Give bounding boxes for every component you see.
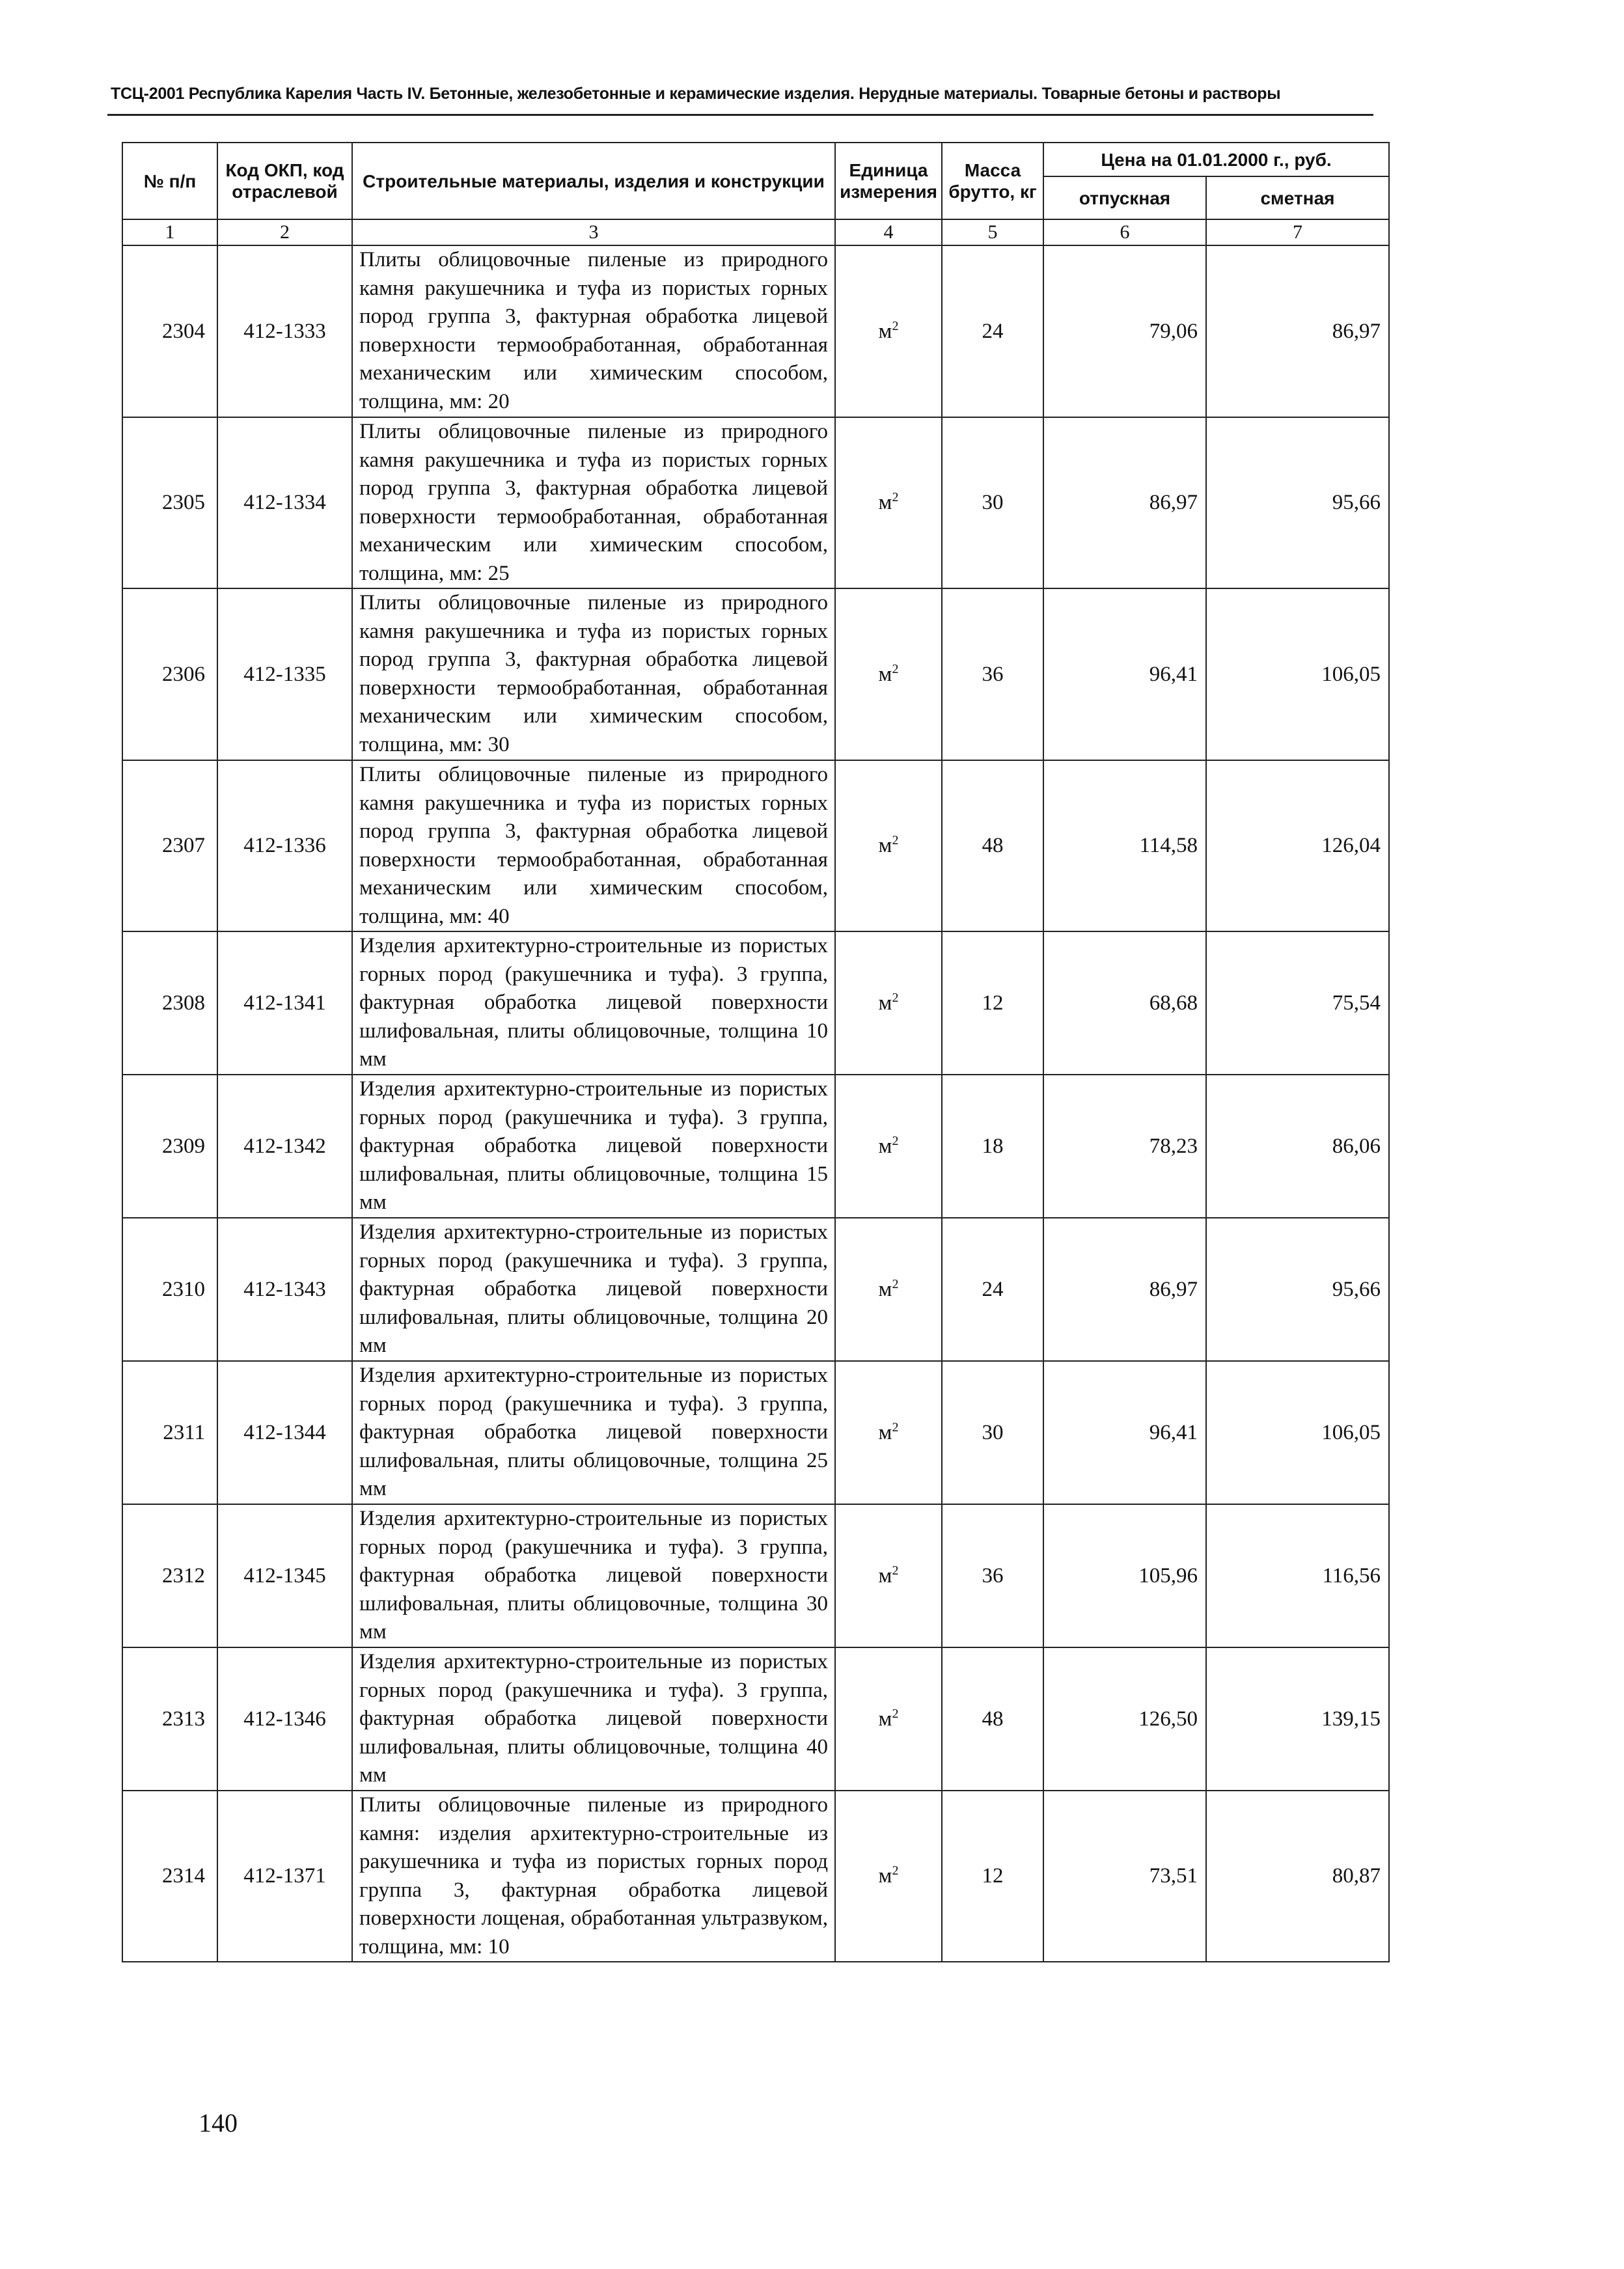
col-number: 2	[217, 219, 352, 245]
unit-base: м	[878, 319, 892, 343]
unit-base: м	[878, 991, 892, 1015]
table-row	[122, 931, 1389, 1075]
unit-cell	[835, 1504, 942, 1647]
table-row	[122, 417, 1389, 588]
okp-code: 412-1334	[217, 417, 352, 588]
price-release: 96,41	[1043, 1361, 1206, 1504]
col-number: 5	[942, 219, 1043, 245]
material-description: Изделия архитектурно-строительные из пористых горных пород (ракушечника и туфа). 3 группа, фактурная обработка лицевой поверхности шлифовальная, плиты облицовочные, толщина 40 мм	[352, 1647, 835, 1791]
price-estimate: 106,05	[1206, 588, 1389, 760]
header-release: отпускная	[1043, 176, 1206, 219]
okp-code: 412-1345	[217, 1504, 352, 1647]
material-description: Плиты облицовочные пиленые из природного камня ракушечника и туфа из пористых горных пород группа 3, фактурная обработка лицевой поверхности термообработанная, обработанная механическим или химическим способом, толщина, мм: 20	[352, 245, 835, 417]
unit-exponent: 2	[892, 1133, 899, 1148]
gross-mass: 24	[942, 245, 1043, 417]
unit-cell	[835, 1791, 942, 1962]
row-number: 2304	[122, 245, 217, 417]
unit-base: м	[878, 662, 892, 686]
row-number: 2311	[122, 1361, 217, 1504]
unit-cell	[835, 760, 942, 931]
price-release: 68,68	[1043, 931, 1206, 1075]
price-table	[122, 142, 1390, 1962]
row-number: 2314	[122, 1791, 217, 1962]
table-row	[122, 245, 1389, 417]
gross-mass: 36	[942, 588, 1043, 760]
gross-mass: 48	[942, 1647, 1043, 1791]
okp-code: 412-1335	[217, 588, 352, 760]
material-description: Плиты облицовочные пиленые из природного камня: изделия архитектурно-строительные из ракушечника и туфа из пористых горных пород группа 3, фактурная обработка лицевой поверхности лощеная, обработанная ультразвуком, толщина, мм: 10	[352, 1791, 835, 1962]
unit-exponent: 2	[892, 661, 899, 676]
price-estimate: 80,87	[1206, 1791, 1389, 1962]
unit-exponent: 2	[892, 990, 899, 1005]
unit-exponent: 2	[892, 1706, 899, 1721]
unit-exponent: 2	[892, 1276, 899, 1291]
material-description: Изделия архитектурно-строительные из пористых горных пород (ракушечника и туфа). 3 группа, фактурная обработка лицевой поверхности шлифовальная, плиты облицовочные, толщина 30 мм	[352, 1504, 835, 1647]
unit-cell	[835, 1218, 942, 1361]
row-number: 2305	[122, 417, 217, 588]
page-header: ТСЦ-2001 Республика Карелия Часть IV. Бетонные, железобетонные и керамические изделия. Нерудные материалы. Товарные бетоны и растворы	[111, 85, 1281, 103]
material-description: Изделия архитектурно-строительные из пористых горных пород (ракушечника и туфа). 3 группа, фактурная обработка лицевой поверхности шлифовальная, плиты облицовочные, толщина 10 мм	[352, 931, 835, 1075]
unit-exponent: 2	[892, 318, 899, 333]
gross-mass: 18	[942, 1075, 1043, 1218]
unit-base: м	[878, 1864, 892, 1888]
material-description: Изделия архитектурно-строительные из пористых горных пород (ракушечника и туфа). 3 группа, фактурная обработка лицевой поверхности шлифовальная, плиты облицовочные, толщина 15 мм	[352, 1075, 835, 1218]
okp-code: 412-1342	[217, 1075, 352, 1218]
unit-exponent: 2	[892, 1863, 899, 1878]
unit-cell	[835, 245, 942, 417]
unit-base: м	[878, 834, 892, 857]
row-number: 2310	[122, 1218, 217, 1361]
table-row	[122, 760, 1389, 931]
row-number: 2306	[122, 588, 217, 760]
material-description: Плиты облицовочные пиленые из природного камня ракушечника и туфа из пористых горных пород группа 3, фактурная обработка лицевой поверхности термообработанная, обработанная механическим или химическим способом, толщина, мм: 25	[352, 417, 835, 588]
column-number-row	[122, 219, 1389, 245]
price-release: 73,51	[1043, 1791, 1206, 1962]
unit-base: м	[878, 1707, 892, 1731]
header-mass: Масса брутто, кг	[942, 143, 1043, 219]
header-estimate: сметная	[1206, 176, 1389, 219]
table-row	[122, 1075, 1389, 1218]
gross-mass: 48	[942, 760, 1043, 931]
okp-code: 412-1336	[217, 760, 352, 931]
unit-cell	[835, 1361, 942, 1504]
unit-base: м	[878, 1563, 892, 1588]
unit-cell	[835, 588, 942, 760]
price-estimate: 75,54	[1206, 931, 1389, 1075]
price-release: 78,23	[1043, 1075, 1206, 1218]
unit-base: м	[878, 491, 892, 514]
row-number: 2313	[122, 1647, 217, 1791]
table-row	[122, 1791, 1389, 1962]
price-release: 105,96	[1043, 1504, 1206, 1647]
unit-cell	[835, 931, 942, 1075]
unit-base: м	[878, 1420, 892, 1444]
header-materials: Строительные материалы, изделия и конструкции	[352, 143, 835, 219]
row-number: 2309	[122, 1075, 217, 1218]
material-description: Изделия архитектурно-строительные из пористых горных пород (ракушечника и туфа). 3 группа, фактурная обработка лицевой поверхности шлифовальная, плиты облицовочные, толщина 20 мм	[352, 1218, 835, 1361]
price-estimate: 95,66	[1206, 1218, 1389, 1361]
unit-exponent: 2	[892, 1420, 899, 1435]
price-release: 96,41	[1043, 588, 1206, 760]
unit-exponent: 2	[892, 1563, 899, 1578]
okp-code: 412-1371	[217, 1791, 352, 1962]
header-okp: Код ОКП, код отраслевой	[217, 143, 352, 219]
material-description: Изделия архитектурно-строительные из пористых горных пород (ракушечника и туфа). 3 группа, фактурная обработка лицевой поверхности шлифовальная, плиты облицовочные, толщина 25 мм	[352, 1361, 835, 1504]
price-release: 86,97	[1043, 1218, 1206, 1361]
table-row	[122, 1504, 1389, 1647]
price-estimate: 95,66	[1206, 417, 1389, 588]
unit-cell	[835, 1075, 942, 1218]
okp-code: 412-1333	[217, 245, 352, 417]
unit-base: м	[878, 1134, 892, 1158]
unit-base: м	[878, 1277, 892, 1301]
price-estimate: 139,15	[1206, 1647, 1389, 1791]
okp-code: 412-1341	[217, 931, 352, 1075]
col-number: 4	[835, 219, 942, 245]
price-release: 114,58	[1043, 760, 1206, 931]
header-price: Цена на 01.01.2000 г., руб.	[1043, 143, 1389, 176]
price-release: 126,50	[1043, 1647, 1206, 1791]
header-unit: Единица измерения	[835, 143, 942, 219]
page-number: 140	[199, 2108, 238, 2138]
row-number: 2308	[122, 931, 217, 1075]
row-number: 2312	[122, 1504, 217, 1647]
unit-cell	[835, 417, 942, 588]
price-estimate: 86,97	[1206, 245, 1389, 417]
price-release: 86,97	[1043, 417, 1206, 588]
price-release: 79,06	[1043, 245, 1206, 417]
okp-code: 412-1343	[217, 1218, 352, 1361]
gross-mass: 30	[942, 1361, 1043, 1504]
okp-code: 412-1344	[217, 1361, 352, 1504]
gross-mass: 24	[942, 1218, 1043, 1361]
col-number: 7	[1206, 219, 1389, 245]
material-description: Плиты облицовочные пиленые из природного камня ракушечника и туфа из пористых горных пород группа 3, фактурная обработка лицевой поверхности термообработанная, обработанная механическим или химическим способом, толщина, мм: 30	[352, 588, 835, 760]
header-num: № п/п	[122, 143, 217, 219]
col-number: 1	[122, 219, 217, 245]
gross-mass: 36	[942, 1504, 1043, 1647]
col-number: 6	[1043, 219, 1206, 245]
okp-code: 412-1346	[217, 1647, 352, 1791]
gross-mass: 12	[942, 1791, 1043, 1962]
table-row	[122, 1361, 1389, 1504]
price-estimate: 86,06	[1206, 1075, 1389, 1218]
material-description: Плиты облицовочные пиленые из природного камня ракушечника и туфа из пористых горных пород группа 3, фактурная обработка лицевой поверхности термообработанная, обработанная механическим или химическим способом, толщина, мм: 40	[352, 760, 835, 931]
header-rule	[107, 114, 1373, 116]
table-row	[122, 588, 1389, 760]
price-estimate: 126,04	[1206, 760, 1389, 931]
row-number: 2307	[122, 760, 217, 931]
price-estimate: 116,56	[1206, 1504, 1389, 1647]
gross-mass: 30	[942, 417, 1043, 588]
table-row	[122, 1647, 1389, 1791]
table-row	[122, 1218, 1389, 1361]
unit-cell	[835, 1647, 942, 1791]
unit-exponent: 2	[892, 833, 899, 847]
gross-mass: 12	[942, 931, 1043, 1075]
col-number: 3	[352, 219, 835, 245]
price-estimate: 106,05	[1206, 1361, 1389, 1504]
unit-exponent: 2	[892, 490, 899, 504]
